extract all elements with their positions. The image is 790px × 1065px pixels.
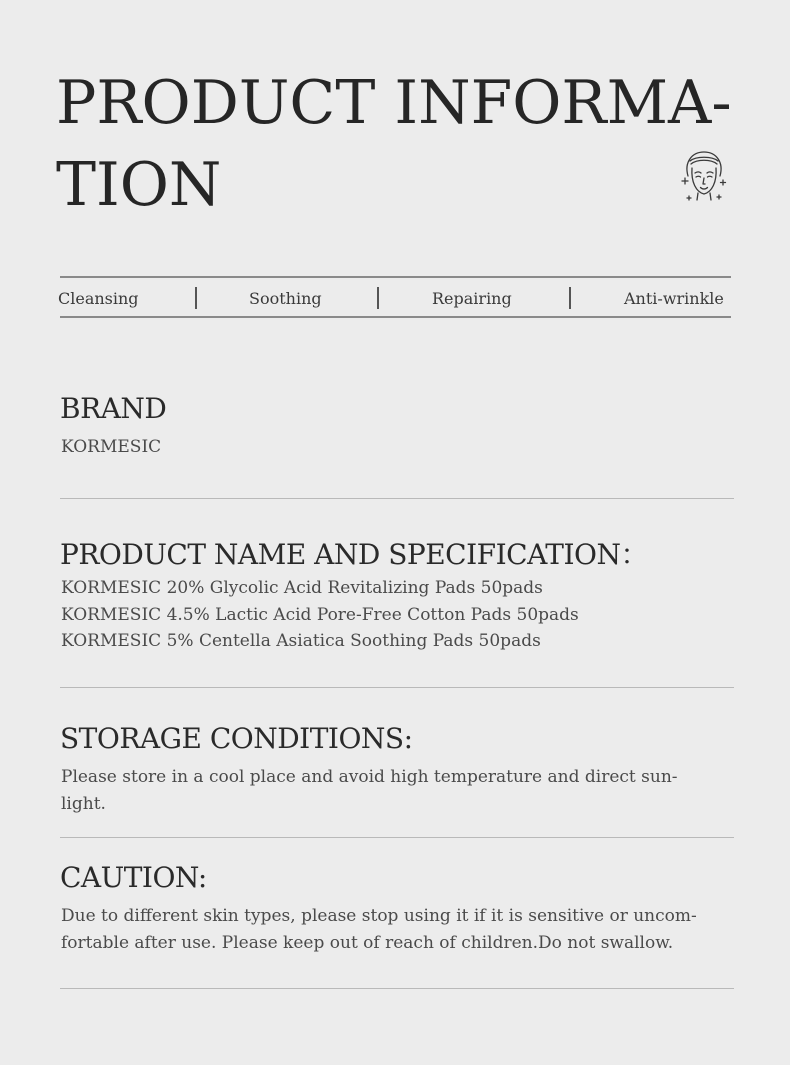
section-divider: [60, 988, 734, 989]
woman-face-icon: [680, 148, 728, 206]
product-spec-item: KORMESIC 4.5% Lactic Acid Pore-Free Cotton Pads 50pads: [61, 604, 579, 625]
brand-value: KORMESIC: [61, 437, 162, 457]
product-spec-item: KORMESIC 5% Centella Asiatica Soothing Pads 50pads: [61, 631, 541, 651]
storage-text-line: Please store in a cool place and avoid high temperature and direct sun-: [61, 767, 678, 787]
tag-repairing: Repairing: [432, 289, 512, 308]
page-title-line-1: PRODUCT INFORMA-: [56, 68, 732, 138]
product-spec-heading: PRODUCT NAME AND SPECIFICATION：: [60, 538, 648, 571]
page-title: [56, 62, 732, 226]
product-spec-list: [61, 575, 579, 655]
caution-text-line: fortable after use. Please keep out of reach of children.Do not swallow.: [61, 932, 674, 953]
section-divider: [60, 498, 734, 499]
tag-divider: [377, 287, 379, 309]
tag-soothing: Soothing: [249, 289, 322, 308]
tag-divider: [195, 287, 197, 309]
brand-heading: BRAND: [60, 392, 167, 425]
tag-divider: [569, 287, 571, 309]
storage-text-line: light.: [61, 793, 106, 814]
caution-text: [61, 903, 697, 956]
storage-text: [61, 764, 678, 817]
section-divider: [60, 687, 734, 688]
product-spec-item: KORMESIC 20% Glycolic Acid Revitalizing Pads 50pads: [61, 578, 543, 598]
section-divider: [60, 837, 734, 838]
storage-heading: STORAGE CONDITIONS:: [60, 722, 413, 755]
page-title-line-2: TION: [56, 150, 222, 220]
tag-cleansing: Cleansing: [58, 289, 139, 308]
caution-text-line: Due to different skin types, please stop using it if it is sensitive or uncom-: [61, 906, 697, 926]
tag-anti-wrinkle: Anti-wrinkle: [624, 289, 724, 308]
feature-tag-bar: [60, 276, 731, 318]
caution-heading: CAUTION:: [60, 861, 207, 894]
